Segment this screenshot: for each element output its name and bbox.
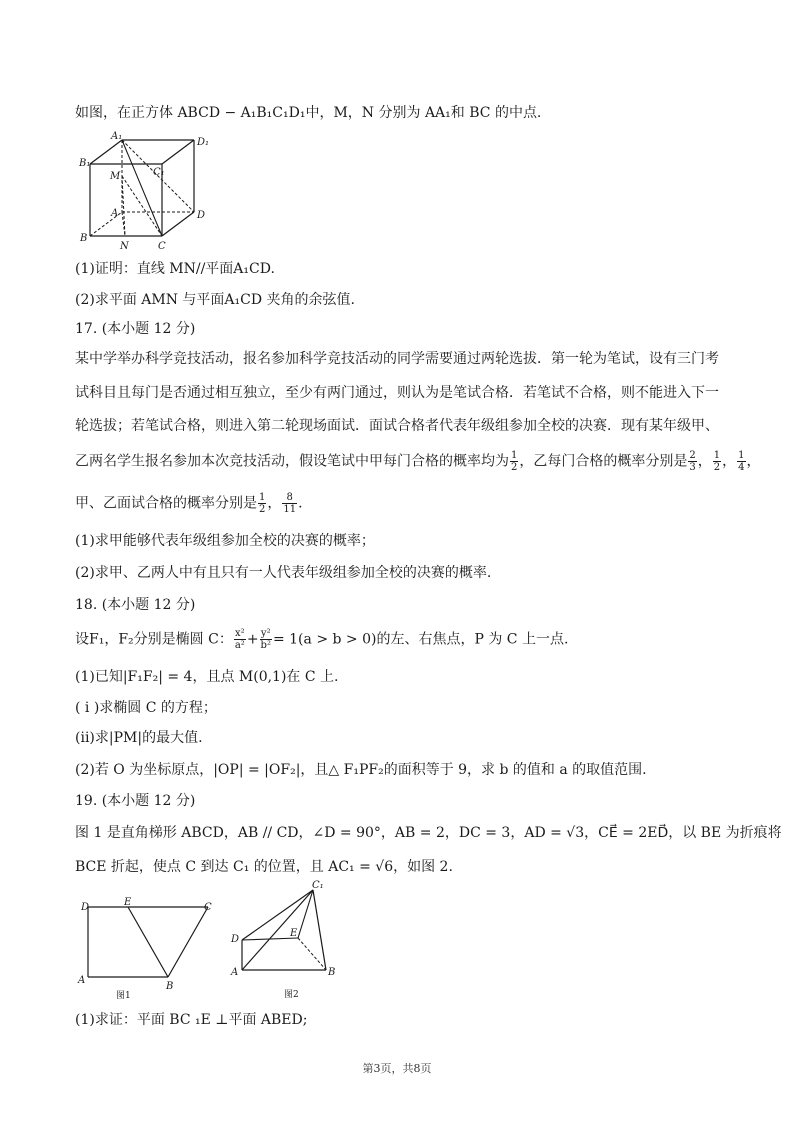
fig2-label-C1: C₁ (312, 880, 324, 891)
q19-part1: (1)求证：平面 BC ₁E ⊥平面 ABED; (75, 1012, 308, 1028)
figure-2-folded (228, 878, 348, 1003)
q19-line2: BCE 折起，使点 C 到达 C₁ 的位置，且 AC₁ = √6，如图 2. (75, 859, 453, 875)
frac-1-2c: $\frac{1}{2}$ (259, 492, 266, 515)
label-D1: D₁ (197, 137, 210, 148)
q16-intro: 如图，在正方体 ABCD − A₁B₁C₁D₁中，M，N 分别为 AA₁和 BC 的中点. (75, 105, 542, 121)
fig2-label-B: B (328, 967, 336, 978)
q18-sub-i: ( i )求椭圆 C 的方程； (75, 700, 217, 716)
label-D: D (197, 210, 206, 221)
q18-intro: 设F₁，F₂分别是椭圆 C： $\frac{\text{x²}}{\text{a²}}$ + $\frac{\text{y²}}{\text{b²}}$ = 1(a > b > 0)的左、右焦点，P 为 C 上一点. (75, 628, 569, 651)
label-C: C (158, 241, 166, 252)
cube-figure (70, 128, 220, 252)
frac-x2-a2: $\frac{\text{x²}}{\text{a²}}$ (234, 628, 245, 651)
q18-part1: (1)已知|F₁F₂| = 4，且点 M(0,1)在 C 上. (75, 669, 339, 685)
page-footer: 第3页，共8页 (362, 1062, 432, 1075)
fig2-label-A: A (231, 967, 239, 978)
fig1-label-C: C (204, 902, 212, 913)
label-B1: B₁ (79, 158, 91, 169)
fig1-label-A: A (78, 975, 86, 986)
q17-part1: (1)求甲能够代表年级组参加全校的决赛的概率； (75, 533, 375, 549)
q16-part1: (1)证明：直线 MN//平面A₁CD. (75, 261, 275, 277)
fig2-label-E: E (290, 928, 298, 939)
q18-header: 18. (本小题 12 分) (75, 597, 196, 613)
label-M: M (110, 171, 121, 182)
q18-sub-ii: (ii)求|PM|的最大值. (75, 730, 203, 746)
q17-header: 17. (本小题 12 分) (75, 321, 196, 337)
q16-part2: (2)求平面 AMN 与平面A₁CD 夹角的余弦值. (75, 292, 355, 308)
fig1-caption: 图1 (116, 991, 131, 1001)
q18-part2: (2)若 O 为坐标原点，|OP| = |OF₂|，且△ F₁PF₂的面积等于 9，求 b 的值和 a 的取值范围. (75, 762, 647, 778)
frac-1-2b: $\frac{1}{2}$ (713, 450, 721, 473)
frac-1-2: $\frac{1}{2}$ (511, 450, 518, 473)
figure-1-trapezoid (72, 895, 222, 1003)
fig1-label-B: B (166, 981, 174, 992)
q17-line4: 乙两名学生报名参加本次竞技活动，假设笔试中甲每门合格的概率均为 $\frac{1}{2}$ ，乙每门合格的概率分别是 $\frac{2}{3}$ ， $\frac{1}{2}$ ， $\frac{1}{4}$ ， (75, 450, 761, 473)
label-A1: A₁ (111, 131, 123, 142)
frac-2-3: $\frac{2}{3}$ (689, 450, 696, 473)
label-B: B (80, 233, 88, 244)
label-C1: C₁ (153, 167, 165, 178)
fig2-caption: 图2 (284, 990, 299, 1000)
q19-header: 19. (本小题 12 分) (75, 793, 196, 809)
q17-part2: (2)求甲、乙两人中有且只有一人代表年级组参加全校的决赛的概率. (75, 565, 492, 581)
q17-line2: 试科目且每门是否通过相互独立，至少有两门通过，则认为是笔试合格．若笔试不合格，则不能进入下一 (75, 385, 719, 401)
q17-line3: 轮选拔；若笔试合格，则进入第二轮现场面试．面试合格者代表年级组参加全校的决赛．现有某年级甲、 (75, 418, 719, 434)
fig1-label-D: D (81, 902, 90, 913)
q19-line1: 图 1 是直角梯形 ABCD，AB // CD，∠D = 90°，AB = 2，DC = 3，AD = √3，CE⃗ = 2ED⃗，以 BE 为折痕将 (75, 825, 782, 841)
fig1-label-E: E (124, 897, 132, 908)
frac-y2-b2: $\frac{\text{y²}}{\text{b²}}$ (260, 628, 271, 651)
q17-line5: 甲、乙面试合格的概率分别是 $\frac{1}{2}$ ， $\frac{8}{11}$ . (75, 492, 303, 515)
frac-8-11: $\frac{8}{11}$ (283, 492, 297, 515)
q17-line1: 某中学举办科学竞技活动，报名参加科学竞技活动的同学需要通过两轮选拔．第一轮为笔试，设有三门考 (75, 351, 719, 367)
label-N: N (120, 241, 129, 252)
label-A: A (111, 208, 119, 219)
frac-1-4: $\frac{1}{4}$ (738, 450, 745, 473)
fig2-label-D: D (231, 934, 240, 945)
